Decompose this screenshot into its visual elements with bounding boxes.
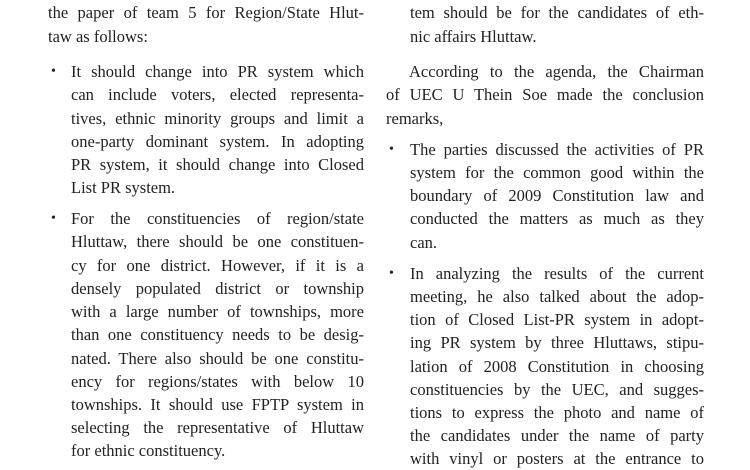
bullet-line: the candidates under the name of party <box>410 426 704 445</box>
bullet-marker: • <box>51 211 56 226</box>
bullet-line: In analyzing the results of the current <box>410 264 704 283</box>
bullet-line: can include voters, elected representa- <box>71 85 364 104</box>
bullet-line: one-party dominant system. In adopting <box>71 132 364 151</box>
bullet-line: tion of Closed List-PR system in adopt- <box>410 310 704 329</box>
bullet-marker: • <box>51 64 56 79</box>
bullet-line: nated. There also should be one constitu- <box>71 349 364 368</box>
bullet-line: can. <box>410 233 438 252</box>
bullet-line: constituencies by the UEC, and sugges- <box>410 380 704 399</box>
bullet-line: cy for one district. However, if it is a <box>71 256 364 275</box>
bullet-line: lation of 2008 Constitution in choosing <box>410 357 704 376</box>
bullet-line: ing PR system by three Hluttaws, stipu- <box>410 333 704 352</box>
bullet-line: PR system, it should change into Closed <box>71 155 364 174</box>
bullet-line: than one constituency needs to be desig- <box>71 325 364 344</box>
bullet-line: with vinyl or posters at the entrance to <box>410 449 704 468</box>
bullet-marker: • <box>389 142 394 157</box>
bullet-line: tives, ethnic minority groups and limit a <box>71 109 364 128</box>
paragraph-line: of UEC U Thein Soe made the conclusion <box>386 85 704 104</box>
bullet-line: for ethnic constituency. <box>71 441 226 460</box>
bullet-line: boundary of 2009 Constitution law and <box>410 186 704 205</box>
bullet-line: Hluttaw, there should be one constituen- <box>71 232 364 251</box>
bullet-line: List PR system. <box>71 178 176 197</box>
paragraph-line: remarks, <box>386 109 444 128</box>
bullet-line: It should change into PR system which <box>71 62 364 81</box>
continued-line: tem should be for the candidates of eth- <box>410 3 704 22</box>
bullet-line: tions to express the photo and name of <box>410 403 704 422</box>
paragraph-line: According to the agenda, the Chairman <box>409 62 704 81</box>
continued-line: nic affairs Hluttaw. <box>410 27 537 46</box>
bullet-line: system for the common good within the <box>410 163 704 182</box>
bullet-line: conducted the matters as much as they <box>410 209 704 228</box>
bullet-line: with a large number of townships, more <box>71 302 364 321</box>
bullet-marker: • <box>389 266 394 281</box>
bullet-line: meeting, he also talked about the adop- <box>410 287 704 306</box>
bullet-line: densely populated district or township <box>71 279 364 298</box>
bullet-line: townships. It should use FPTP system in <box>71 395 364 414</box>
intro-line: the paper of team 5 for Region/State Hlut- <box>48 3 364 22</box>
bullet-line: The parties discussed the activities of PR <box>410 140 704 159</box>
intro-line: taw as follows: <box>48 27 148 46</box>
bullet-line: For the constituencies of region/state <box>71 209 364 228</box>
bullet-line: selecting the representative of Hluttaw <box>71 418 364 437</box>
bullet-line: ency for regions/states with below 10 <box>71 372 364 391</box>
